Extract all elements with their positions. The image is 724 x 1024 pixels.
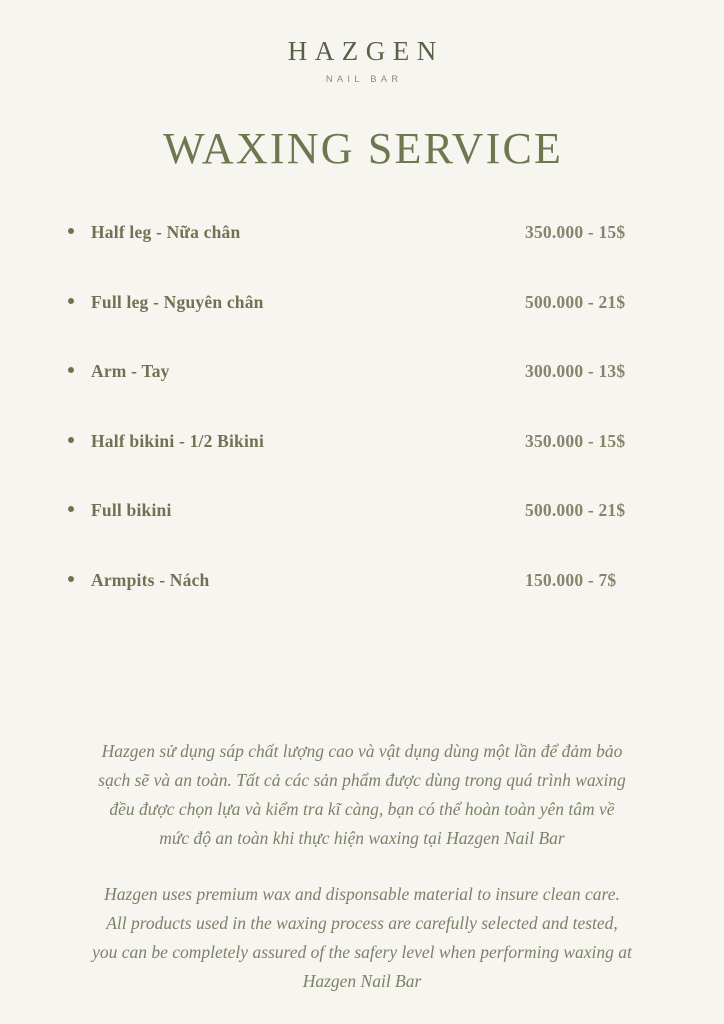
page-title: WAXING SERVICE xyxy=(163,124,564,173)
note-line: đều được chọn lựa và kiểm tra kĩ càng, bạn có thể hoàn toàn yên tâm về xyxy=(109,799,615,820)
service-price: 350.000 - 15$ xyxy=(525,222,626,243)
service-row xyxy=(0,570,724,640)
service-price: 300.000 - 13$ xyxy=(525,361,626,382)
service-price: 350.000 - 15$ xyxy=(525,430,626,451)
note-line: Hazgen uses premium wax and disponsable material to insure clean care. xyxy=(104,884,620,905)
bullet-icon xyxy=(68,506,74,512)
bullet-icon xyxy=(68,367,74,373)
service-row xyxy=(0,431,724,501)
service-name: Arm - Tay xyxy=(91,361,170,382)
brand-tagline: NAIL BAR xyxy=(325,74,403,85)
service-name: Armpits - Nách xyxy=(91,569,210,590)
note-line: mức độ an toàn khi thực hiện waxing tại Hazgen Nail Bar xyxy=(159,828,565,849)
service-row xyxy=(0,500,724,570)
note-english xyxy=(0,880,724,996)
note-line: you can be completely assured of the safery level when performing waxing at xyxy=(92,942,632,963)
note-line: Hazgen sử dụng sáp chất lượng cao và vật dụng dùng một lần để đảm bảo xyxy=(101,741,623,762)
service-name: Full bikini xyxy=(91,500,172,521)
note-vietnamese xyxy=(0,737,724,853)
service-row xyxy=(0,361,724,431)
service-list xyxy=(0,222,724,639)
service-name: Half bikini - 1/2 Bikini xyxy=(91,430,265,451)
bullet-icon xyxy=(68,576,74,582)
note-line: Hazgen Nail Bar xyxy=(302,971,422,992)
service-row xyxy=(0,222,724,292)
service-price: 500.000 - 21$ xyxy=(525,291,626,312)
service-price: 500.000 - 21$ xyxy=(525,500,626,521)
service-price: 150.000 - 7$ xyxy=(525,569,617,590)
brand-logo xyxy=(0,0,724,85)
note-line: sạch sẽ và an toàn. Tất cả các sản phẩm được dùng trong quá trình waxing xyxy=(98,770,626,791)
service-name: Half leg - Nữa chân xyxy=(91,222,241,243)
footer-notes xyxy=(0,737,724,996)
note-line: All products used in the waxing process are carefully selected and tested, xyxy=(106,913,618,934)
service-name: Full leg - Nguyên chân xyxy=(91,291,264,312)
bullet-icon xyxy=(68,437,74,443)
bullet-icon xyxy=(68,298,74,304)
bullet-icon xyxy=(68,228,74,234)
service-row xyxy=(0,292,724,362)
brand-name: HAZGEN xyxy=(287,36,444,66)
